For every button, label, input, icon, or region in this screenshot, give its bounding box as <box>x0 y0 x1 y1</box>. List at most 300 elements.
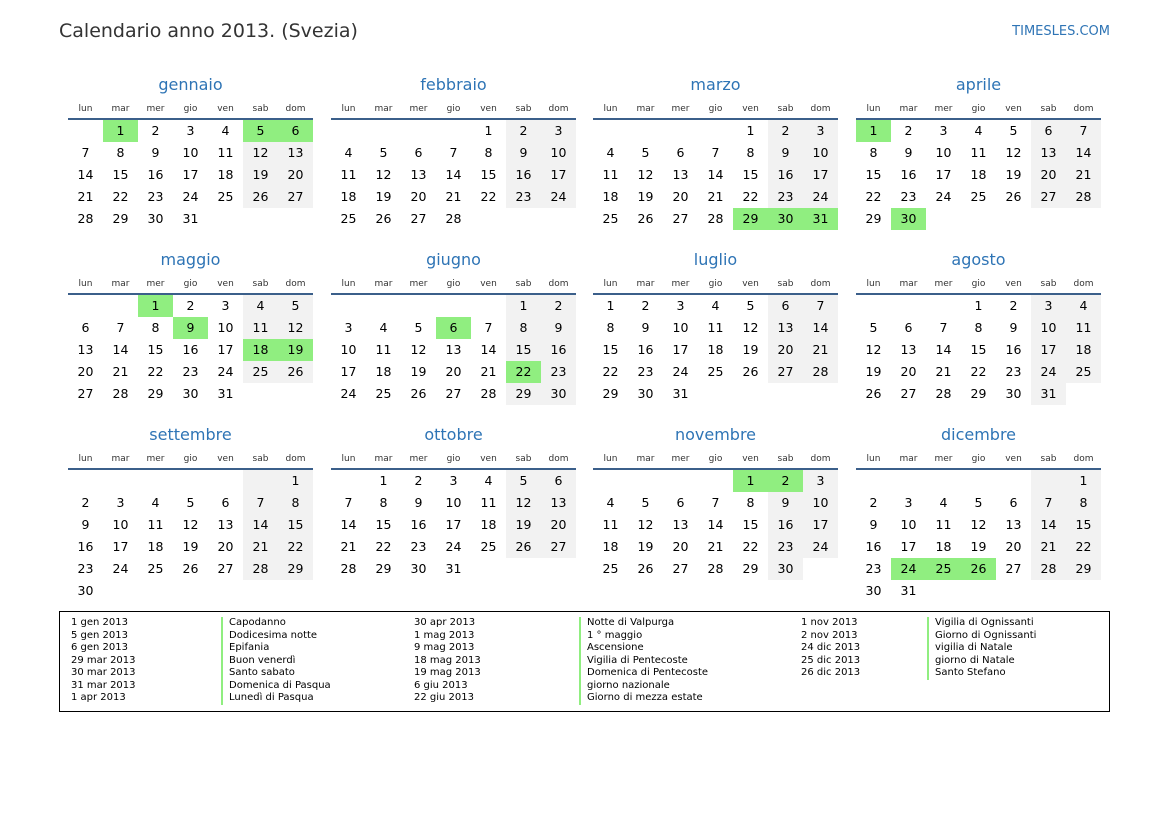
month-marzo <box>593 74 838 230</box>
legend-holiday-name: Buon venerdì <box>221 655 331 668</box>
legend-date: 26 dic 2013 <box>801 667 861 678</box>
day-cell: 12 <box>182 517 199 532</box>
day-cell: 11 <box>707 320 724 335</box>
weekday-label: mer <box>146 279 165 289</box>
day-cell: 2 <box>506 120 541 142</box>
empty-day <box>1031 470 1066 492</box>
weekday-label: gio <box>971 279 986 289</box>
weekday-label: sab <box>777 279 794 289</box>
legend-date: 9 mag 2013 <box>414 642 475 653</box>
day-cell: 8 <box>1066 492 1101 514</box>
day-cell: 15 <box>506 339 541 361</box>
day-cell: 7 <box>243 492 278 514</box>
weekday-label: mer <box>409 454 428 464</box>
day-cell: 1 <box>746 123 755 138</box>
week-row <box>856 361 1101 383</box>
empty-day <box>996 208 1031 230</box>
day-cell: 16 <box>768 164 803 186</box>
weekday-label: dom <box>1073 104 1094 114</box>
week-row <box>331 383 576 405</box>
day-cell: 1 <box>733 470 768 492</box>
day-cell: 11 <box>935 517 952 532</box>
empty-day <box>471 558 506 580</box>
day-cell: 19 <box>410 364 427 379</box>
day-cell: 28 <box>803 361 838 383</box>
day-cell: 24 <box>217 364 234 379</box>
day-cell: 27 <box>541 536 576 558</box>
day-cell: 17 <box>803 514 838 536</box>
week-row <box>68 295 313 317</box>
weekday-label: sab <box>515 279 532 289</box>
weekday-label: dom <box>285 104 306 114</box>
week-row <box>856 142 1101 164</box>
weekday-label: gio <box>971 104 986 114</box>
weekday-label: mar <box>636 279 655 289</box>
weekday-label: gio <box>183 104 198 114</box>
week-row <box>593 492 838 514</box>
day-cell: 7 <box>116 320 125 335</box>
empty-day <box>628 470 663 492</box>
day-cell: 12 <box>637 517 654 532</box>
day-cell: 22 <box>602 364 619 379</box>
empty-day <box>243 580 278 602</box>
week-row <box>68 383 313 405</box>
day-cell: 17 <box>182 167 199 182</box>
month-name: febbraio <box>420 75 487 94</box>
day-cell: 21 <box>480 364 497 379</box>
day-cell: 5 <box>1009 123 1018 138</box>
day-cell: 28 <box>1066 186 1101 208</box>
month-name: agosto <box>951 250 1006 269</box>
day-cell: 15 <box>602 342 619 357</box>
weekday-label: sab <box>1040 454 1057 464</box>
day-cell: 9 <box>414 495 423 510</box>
day-cell: 17 <box>672 342 689 357</box>
day-cell: 18 <box>340 189 357 204</box>
weekday-label: mer <box>409 279 428 289</box>
empty-day <box>436 120 471 142</box>
day-cell: 24 <box>891 558 926 580</box>
day-cell: 5 <box>641 495 650 510</box>
weekday-label: dom <box>285 454 306 464</box>
empty-day <box>278 383 313 405</box>
day-cell: 1 <box>856 120 891 142</box>
day-cell: 31 <box>672 386 689 401</box>
day-cell: 25 <box>480 539 497 554</box>
week-row <box>331 186 576 208</box>
day-cell: 8 <box>484 145 493 160</box>
week-row <box>856 295 1101 317</box>
empty-day <box>331 470 366 492</box>
day-cell: 9 <box>768 492 803 514</box>
day-cell: 20 <box>1005 539 1022 554</box>
day-cell: 19 <box>278 339 313 361</box>
legend-holiday-name: Ascensione <box>579 642 708 655</box>
day-cell: 17 <box>112 539 129 554</box>
day-cell: 29 <box>375 561 392 576</box>
legend-date: 25 dic 2013 <box>801 654 861 666</box>
day-cell: 20 <box>541 514 576 536</box>
empty-day <box>698 120 733 142</box>
day-cell: 30 <box>637 386 654 401</box>
day-cell: 8 <box>151 320 160 335</box>
weekday-label: gio <box>183 279 198 289</box>
legend-holiday-name: Domenica di Pentecoste <box>579 667 708 680</box>
weekday-label: dom <box>810 279 831 289</box>
day-cell: 25 <box>340 211 357 226</box>
day-cell: 13 <box>445 342 462 357</box>
day-cell: 10 <box>803 142 838 164</box>
empty-day <box>1066 383 1101 405</box>
empty-day <box>243 470 278 492</box>
month-name: luglio <box>693 250 738 269</box>
weekday-label: mer <box>671 454 690 464</box>
day-cell: 24 <box>541 186 576 208</box>
day-cell: 22 <box>375 539 392 554</box>
day-cell: 31 <box>182 211 199 226</box>
day-cell: 4 <box>151 495 160 510</box>
day-cell: 30 <box>1005 386 1022 401</box>
day-cell: 20 <box>900 364 917 379</box>
empty-day <box>103 295 138 317</box>
empty-day <box>103 470 138 492</box>
day-cell: 1 <box>278 470 313 492</box>
day-cell: 29 <box>278 558 313 580</box>
day-cell: 26 <box>1005 189 1022 204</box>
day-cell: 29 <box>112 211 129 226</box>
day-cell: 6 <box>278 120 313 142</box>
day-cell: 27 <box>410 211 427 226</box>
day-cell: 19 <box>182 539 199 554</box>
week-row <box>856 492 1101 514</box>
weekday-header <box>593 275 838 293</box>
day-cell: 18 <box>1066 339 1101 361</box>
week-row <box>68 470 313 492</box>
weekday-label: gio <box>708 104 723 114</box>
day-cell: 5 <box>869 320 878 335</box>
weekday-label: ven <box>742 454 759 464</box>
day-cell: 14 <box>340 517 357 532</box>
day-cell: 10 <box>112 517 129 532</box>
weekday-label: mar <box>899 279 918 289</box>
day-cell: 3 <box>344 320 353 335</box>
day-cell: 19 <box>865 364 882 379</box>
legend-date: 1 nov 2013 <box>801 617 858 628</box>
day-cell: 28 <box>707 211 724 226</box>
legend-holiday-name: Vigilia di Ognissanti <box>927 617 1036 630</box>
day-cell: 5 <box>379 145 388 160</box>
day-cell: 18 <box>970 167 987 182</box>
day-cell: 7 <box>803 295 838 317</box>
day-cell: 14 <box>112 342 129 357</box>
day-cell: 27 <box>1005 561 1022 576</box>
day-cell: 13 <box>278 142 313 164</box>
day-cell: 15 <box>865 167 882 182</box>
day-cell: 18 <box>243 339 278 361</box>
day-cell: 12 <box>506 492 541 514</box>
empty-day <box>68 295 103 317</box>
month-luglio <box>593 249 838 405</box>
empty-day <box>401 120 436 142</box>
day-cell: 5 <box>414 320 423 335</box>
week-row <box>68 492 313 514</box>
day-cell: 20 <box>445 364 462 379</box>
day-cell: 4 <box>243 295 278 317</box>
month-dicembre <box>856 424 1101 602</box>
day-cell: 10 <box>935 145 952 160</box>
day-cell: 25 <box>147 561 164 576</box>
weekday-label: dom <box>548 454 569 464</box>
day-cell: 25 <box>375 386 392 401</box>
day-cell: 6 <box>1031 120 1066 142</box>
day-cell: 3 <box>1031 295 1066 317</box>
day-cell: 7 <box>711 145 720 160</box>
day-cell: 5 <box>278 295 313 317</box>
weekday-label: lun <box>341 279 356 289</box>
day-cell: 26 <box>182 561 199 576</box>
day-cell: 9 <box>641 320 650 335</box>
day-cell: 24 <box>445 539 462 554</box>
day-cell: 14 <box>445 167 462 182</box>
day-cell: 20 <box>278 164 313 186</box>
day-cell: 6 <box>676 495 685 510</box>
day-cell: 14 <box>935 342 952 357</box>
empty-day <box>278 580 313 602</box>
day-cell: 1 <box>1066 470 1101 492</box>
weekday-label: gio <box>446 104 461 114</box>
day-cell: 16 <box>900 167 917 182</box>
site-link[interactable]: TIMESLES.COM <box>1012 24 1110 39</box>
day-cell: 25 <box>243 361 278 383</box>
week-row <box>593 536 838 558</box>
day-cell: 3 <box>676 298 685 313</box>
weekday-label: sab <box>252 279 269 289</box>
day-cell: 8 <box>506 317 541 339</box>
day-cell: 14 <box>707 517 724 532</box>
day-cell: 13 <box>541 492 576 514</box>
day-cell: 21 <box>112 364 129 379</box>
day-cell: 22 <box>742 189 759 204</box>
day-cell: 22 <box>742 539 759 554</box>
day-cell: 4 <box>379 320 388 335</box>
day-cell: 4 <box>221 123 230 138</box>
empty-day <box>541 558 576 580</box>
month-name: marzo <box>690 75 741 94</box>
day-cell: 10 <box>900 517 917 532</box>
weekday-label: lun <box>341 104 356 114</box>
week-row <box>331 339 576 361</box>
day-cell: 24 <box>112 561 129 576</box>
weekday-label: sab <box>515 104 532 114</box>
empty-day <box>173 580 208 602</box>
day-cell: 17 <box>340 364 357 379</box>
empty-day <box>471 295 506 317</box>
weekday-label: dom <box>1073 454 1094 464</box>
day-cell: 1 <box>103 120 138 142</box>
day-cell: 1 <box>138 295 173 317</box>
weekday-label: ven <box>217 279 234 289</box>
day-cell: 24 <box>935 189 952 204</box>
week-row <box>331 492 576 514</box>
day-cell: 10 <box>541 142 576 164</box>
empty-day <box>471 208 506 230</box>
legend-dates <box>414 617 481 705</box>
weekday-label: lun <box>78 279 93 289</box>
day-cell: 4 <box>606 145 615 160</box>
week-row <box>68 361 313 383</box>
day-cell: 24 <box>803 536 838 558</box>
day-cell: 28 <box>935 386 952 401</box>
day-cell: 23 <box>637 364 654 379</box>
weekday-label: lun <box>603 454 618 464</box>
weekday-header <box>856 275 1101 293</box>
day-cell: 3 <box>116 495 125 510</box>
week-row <box>856 470 1101 492</box>
day-cell: 3 <box>904 495 913 510</box>
day-cell: 2 <box>414 473 423 488</box>
day-cell: 4 <box>711 298 720 313</box>
legend-holiday-name: giorno di Natale <box>927 655 1036 668</box>
empty-day <box>698 383 733 405</box>
day-cell: 9 <box>904 145 913 160</box>
weekday-label: mer <box>934 104 953 114</box>
day-cell: 23 <box>541 361 576 383</box>
day-cell: 17 <box>803 164 838 186</box>
empty-day <box>996 580 1031 602</box>
month-settembre <box>68 424 313 602</box>
day-cell: 3 <box>803 120 838 142</box>
day-cell: 30 <box>865 583 882 598</box>
week-row <box>331 164 576 186</box>
week-row <box>68 317 313 339</box>
week-row <box>593 317 838 339</box>
empty-day <box>698 470 733 492</box>
day-cell: 29 <box>970 386 987 401</box>
day-cell: 10 <box>217 320 234 335</box>
weekday-label: sab <box>252 454 269 464</box>
day-cell: 13 <box>672 517 689 532</box>
day-cell: 2 <box>541 295 576 317</box>
day-cell: 8 <box>869 145 878 160</box>
day-cell: 26 <box>506 536 541 558</box>
empty-day <box>68 470 103 492</box>
day-cell: 29 <box>506 383 541 405</box>
day-cell: 14 <box>77 167 94 182</box>
day-cell: 7 <box>81 145 90 160</box>
weekday-label: ven <box>1005 279 1022 289</box>
day-cell: 26 <box>375 211 392 226</box>
day-cell: 10 <box>340 342 357 357</box>
day-cell: 27 <box>672 211 689 226</box>
day-cell: 17 <box>935 167 952 182</box>
day-cell: 2 <box>768 120 803 142</box>
day-cell: 16 <box>637 342 654 357</box>
day-cell: 28 <box>112 386 129 401</box>
weekday-label: ven <box>1005 104 1022 114</box>
day-cell: 20 <box>672 539 689 554</box>
day-cell: 3 <box>803 470 838 492</box>
weekday-label: dom <box>810 454 831 464</box>
week-row <box>331 361 576 383</box>
empty-day <box>366 120 401 142</box>
week-row <box>856 383 1101 405</box>
day-cell: 6 <box>221 495 230 510</box>
empty-day <box>278 208 313 230</box>
week-row <box>856 514 1101 536</box>
week-row <box>856 186 1101 208</box>
day-cell: 26 <box>961 558 996 580</box>
day-cell: 19 <box>637 189 654 204</box>
legend-holiday-name: Giorno di mezza estate <box>579 692 708 705</box>
day-cell: 28 <box>340 561 357 576</box>
day-cell: 3 <box>449 473 458 488</box>
legend-date: 30 mar 2013 <box>71 667 136 678</box>
empty-day <box>628 120 663 142</box>
day-cell: 18 <box>602 539 619 554</box>
day-cell: 21 <box>243 536 278 558</box>
day-cell: 3 <box>186 123 195 138</box>
legend-holiday-name: Capodanno <box>221 617 331 630</box>
day-cell: 5 <box>641 145 650 160</box>
empty-day <box>803 558 838 580</box>
week-row <box>593 142 838 164</box>
day-cell: 6 <box>81 320 90 335</box>
month-giugno <box>331 249 576 405</box>
empty-day <box>173 470 208 492</box>
day-cell: 22 <box>147 364 164 379</box>
legend-date: 1 gen 2013 <box>71 617 129 628</box>
day-cell: 28 <box>480 386 497 401</box>
weekday-label: mer <box>934 279 953 289</box>
day-cell: 8 <box>746 145 755 160</box>
day-cell: 17 <box>1031 339 1066 361</box>
legend-date: 6 gen 2013 <box>71 642 129 653</box>
week-row <box>593 295 838 317</box>
empty-day <box>768 383 803 405</box>
weekday-header <box>331 275 576 293</box>
day-cell: 4 <box>484 473 493 488</box>
week-row <box>856 317 1101 339</box>
day-cell: 13 <box>410 167 427 182</box>
day-cell: 16 <box>410 517 427 532</box>
weekday-label: sab <box>777 454 794 464</box>
day-cell: 8 <box>278 492 313 514</box>
day-cell: 7 <box>711 495 720 510</box>
month-aprile <box>856 74 1101 230</box>
week-row <box>593 361 838 383</box>
day-cell: 1 <box>506 295 541 317</box>
day-cell: 29 <box>1066 558 1101 580</box>
day-cell: 13 <box>77 342 94 357</box>
day-cell: 16 <box>147 167 164 182</box>
day-cell: 13 <box>768 317 803 339</box>
day-cell: 9 <box>173 317 208 339</box>
day-cell: 11 <box>602 517 619 532</box>
day-cell: 23 <box>182 364 199 379</box>
legend-date: 22 giu 2013 <box>414 692 474 703</box>
day-cell: 8 <box>606 320 615 335</box>
day-cell: 14 <box>803 317 838 339</box>
day-cell: 25 <box>602 211 619 226</box>
day-cell: 31 <box>217 386 234 401</box>
empty-day <box>331 295 366 317</box>
week-row <box>593 558 838 580</box>
empty-day <box>541 208 576 230</box>
weekday-header <box>856 100 1101 118</box>
day-cell: 25 <box>970 189 987 204</box>
day-cell: 10 <box>445 495 462 510</box>
day-cell: 12 <box>742 320 759 335</box>
